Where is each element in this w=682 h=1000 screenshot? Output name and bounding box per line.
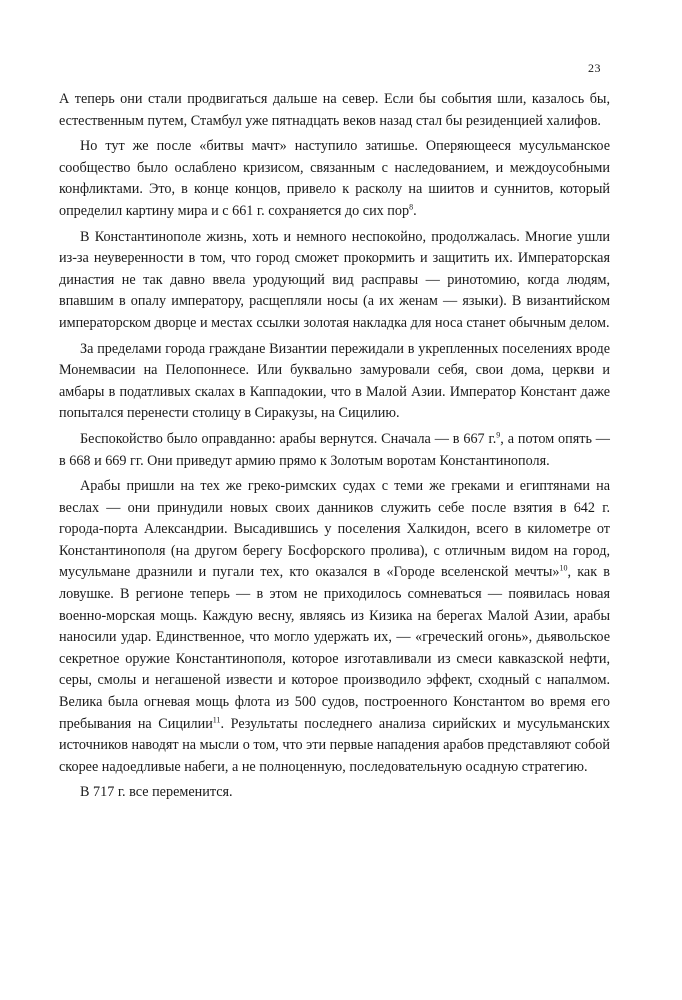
footnote-marker[interactable]: 11 — [212, 714, 221, 724]
paragraph-text: . — [413, 202, 417, 219]
paragraph-text: Но тут же после «битвы мачт» наступило затишье. Оперяющееся мусульманское сообщество было ослаблено кризисом, связанным с наследованием, и междоусобными конфликтами. Это, в конце концов, привело к расколу на шиитов и суннитов, который определил картину мира и с 661 г. сохраняется до сих пор — [59, 138, 610, 219]
paragraph-text: Беспокойство было оправданно: арабы вернутся. Сначала — в 667 г. — [80, 430, 497, 447]
paragraph-text: В Константинополе жизнь, хоть и немного неспокойно, продолжалась. Многие ушли из-за неуверенности в том, что город сможет прокормить и защитить их. Императорская династия не так давно ввела уродующий вид расправы — ринотомию, когда людям, впавшим в опалу императору, расщепляли носы (а их женам — языки). В византийском императорском дворце и местах ссылки золотая накладка для носа станет обычным делом. — [59, 228, 610, 331]
paragraph-text: За пределами города граждане Византии пережидали в укрепленных поселениях вроде Монемвасии на Пелопоннесе. Или буквально замуровали себя, свои дома, церкви и амбары в податливых скалах в Каппадокии, что в Малой Азии. Император Констант даже попытался перенести столицу в Сиракузы, на Сицилию. — [59, 340, 610, 422]
paragraph — [59, 227, 610, 335]
paragraph-text: Арабы пришли на тех же греко-римских судах с теми же греками и египтянами на веслах — они принудили новых своих данников служить себе после взятия в 642 г. города-порта Александрии. Высадившись у поселения Халкидон, всего в километре от Константинополя (на другом берегу Босфорского пролива), с отличным видом на город, мусульмане дразнили и пугали тех, кто оказался в «Городе вселенской мечты» — [59, 478, 610, 581]
paragraph — [59, 136, 610, 222]
page-number: 23 — [588, 61, 601, 75]
footnote-marker[interactable]: 10 — [559, 563, 568, 573]
paragraph — [59, 339, 610, 425]
footnote-marker[interactable]: 8 — [409, 202, 414, 212]
paragraph-text: А теперь они стали продвигаться дальше на север. Если бы события шли, казалось бы, естественным путем, Стамбул уже пятнадцать веков назад стал бы резиденцией халифов. — [59, 91, 610, 129]
paragraph — [59, 429, 610, 472]
paragraph-text: . Результаты последнего анализа сирийских и мусульманских источников наводят на мысли о том, что эти первые нападения арабов представляют собой скорее надоедливые набеги, а не полноценную, последовательную осадную стратегию. — [59, 715, 611, 775]
paragraph — [59, 89, 610, 132]
paragraph — [59, 782, 610, 804]
paragraph-text: , а потом опять — в 668 и 669 гг. Они приведут армию прямо к Золотым воротам Константинополя. — [59, 430, 610, 469]
body-text — [59, 89, 610, 808]
paragraph-text: В 717 г. все переменится. — [80, 784, 233, 801]
paragraph — [59, 476, 610, 778]
paragraph-text: , как в ловушке. В регионе теперь — в этом не приходилось сомневаться — появилась новая военно-морская мощь. Каждую весну, являясь из Кизика на берегах Малой Азии, арабы наносили удар. Единственное, что могло удержать их, — «греческий огонь», дьявольское секретное оружие Константинополя, которое изготавливали из смеси кавказской нефти, серы, смолы и негашеной извести и которое производило эффект, сходный с напалмом. Велика была огневая мощь флота из 500 судов, построенного Константом во время его пребывания на Сицилии — [59, 564, 610, 732]
footnote-marker[interactable]: 9 — [496, 430, 501, 440]
